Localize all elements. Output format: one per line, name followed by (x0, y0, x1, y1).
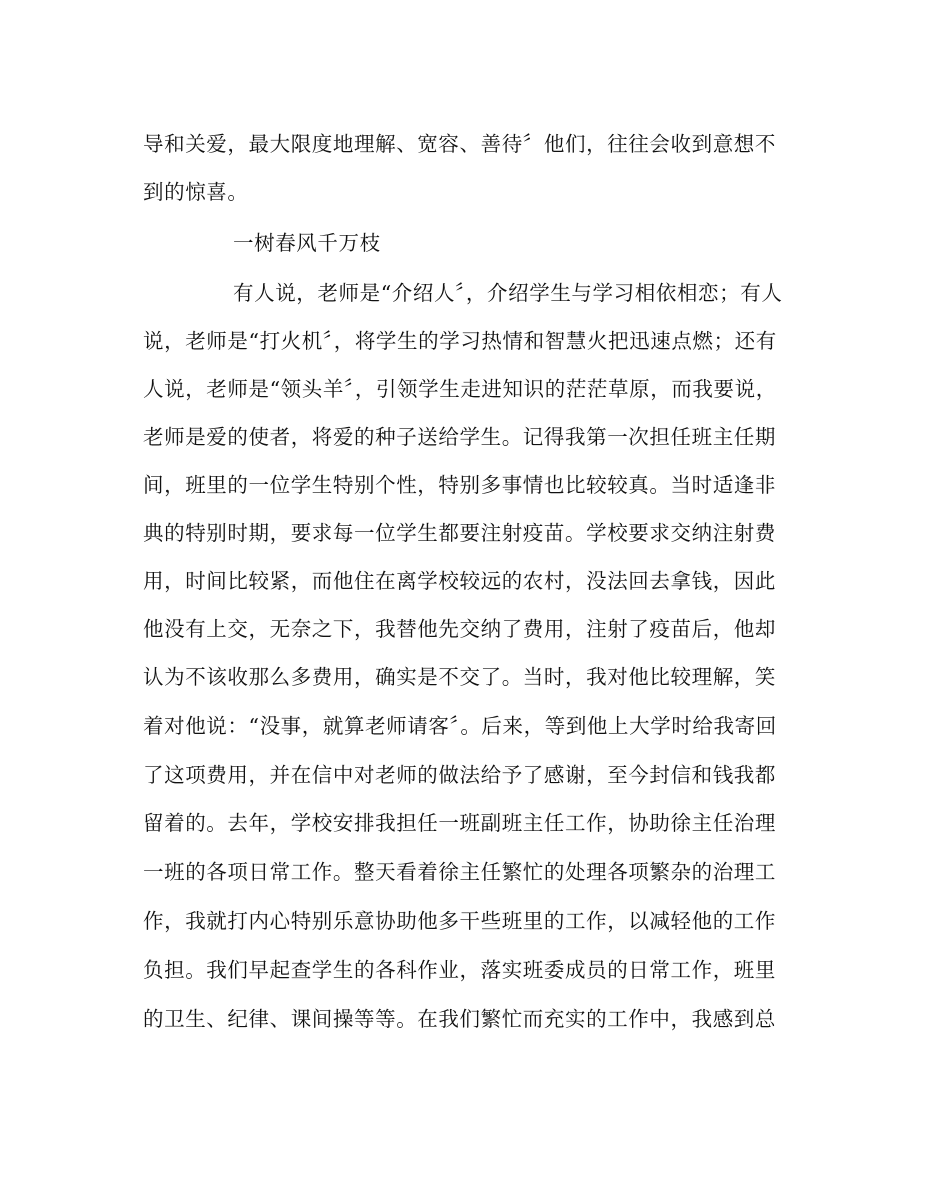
text-line: 作，我就打内心特别乐意协助他多干些班里的工作，以减轻他的工作 (143, 909, 776, 933)
section-heading: 一树春风千万枝 (233, 231, 381, 255)
text-line: 一班的各项日常工作。整天看着徐主任繁忙的处理各项繁杂的治理工 (143, 860, 776, 884)
text-line: 用，时间比较紧，而他住在离学校较远的农村，没法回去拿钱，因此 (143, 569, 776, 593)
paragraph-first-line: 有人说，老师是“介绍人〞，介绍学生与学习相依相恋；有人 (233, 281, 783, 305)
text-line: 他没有上交，无奈之下，我替他先交纳了费用，注射了疫苗后，他却 (143, 617, 776, 641)
text-line: 了这项费用，并在信中对老师的做法给予了感谢，至今封信和钱我都 (143, 763, 776, 787)
text-line: 人说，老师是“领头羊〞，引领学生走进知识的茫茫草原，而我要说， (143, 377, 777, 401)
text-line: 的卫生、纪律、课间操等等。在我们繁忙而充实的工作中，我感到总 (143, 1007, 776, 1031)
text-line: 导和关爱，最大限度地理解、宽容、善待〞他们，往往会收到意想不 (143, 132, 776, 156)
text-line: 负担。我们早起查学生的各科作业，落实班委成员的日常工作，班里 (143, 958, 776, 982)
text-line: 到的惊喜。 (143, 180, 249, 204)
text-line: 着对他说：“没事，就算老师请客〞。后来，等到他上大学时给我寄回 (143, 714, 777, 738)
text-line: 认为不该收那么多费用，确实是不交了。当时，我对他比较理解，笑 (143, 665, 776, 689)
text-line: 间，班里的一位学生特别个性，特别多事情也比较较真。当时适逢非 (143, 473, 776, 497)
text-line: 留着的。去年，学校安排我担任一班副班主任工作，协助徐主任治理 (143, 811, 776, 835)
text-line: 说，老师是“打火机〞，将学生的学习热情和智慧火把迅速点燃；还有 (143, 329, 777, 353)
text-line: 老师是爱的使者，将爱的种子送给学生。记得我第一次担任班主任期 (143, 425, 776, 449)
text-line: 典的特别时期，要求每一位学生都要注射疫苗。学校要求交纳注射费 (143, 521, 776, 545)
